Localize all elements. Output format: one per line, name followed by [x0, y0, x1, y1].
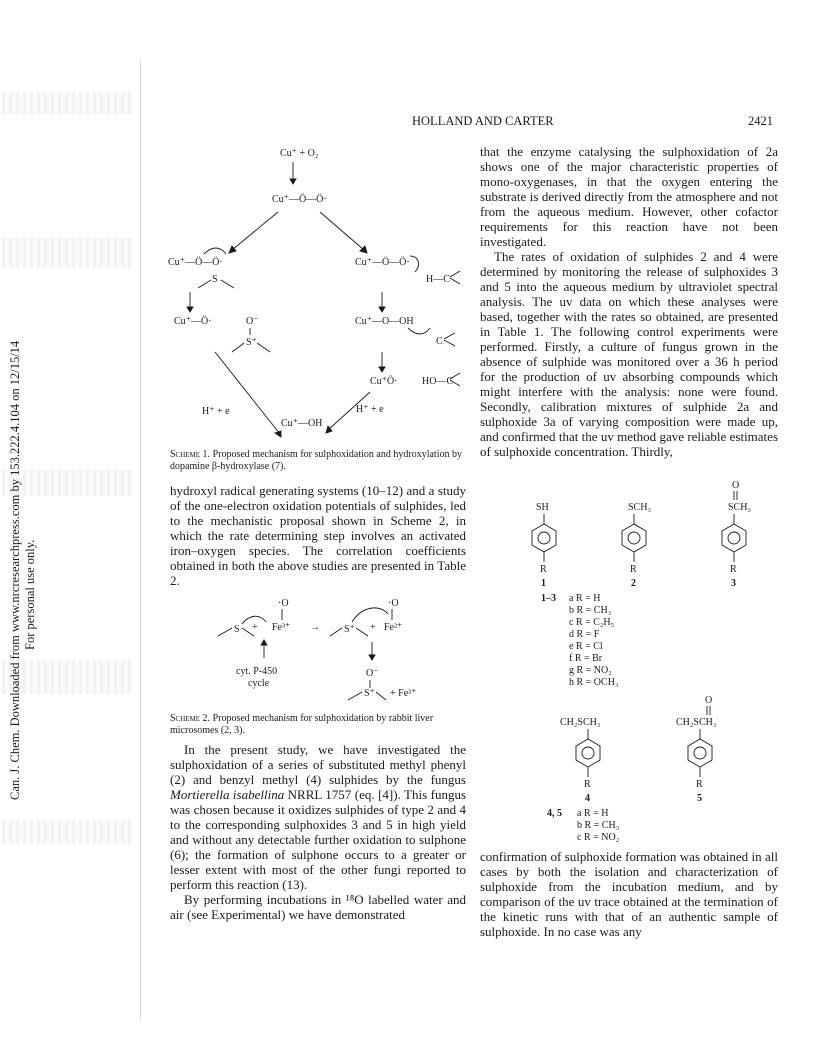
scheme1-bond [450, 278, 460, 284]
list1-item: a R = H [569, 593, 601, 604]
left-para3: By performing incubations in ¹⁸O labelled water and air (see Experimental) we have demonstrated [170, 892, 466, 922]
scheme2-bond [376, 692, 386, 700]
scheme1-caption-label: Scheme 1. [170, 449, 211, 460]
right-para1: that the enzyme catalysing the sulphoxidation of 2a shows one of the major characteristic properties of mono-oxygenases, in that the oxygen entering the substrate is derived directly from the atmosphere and not from the aqueous medium. However, other cofactor requirements for this reaction have not been investigated. [480, 144, 778, 249]
structure-4-substituent: CH₂SCH₃ [560, 717, 601, 728]
scheme2-arrowhead [369, 655, 375, 660]
scheme2-curved-arrow [352, 608, 388, 622]
scheme1-curved-arrow [410, 256, 419, 272]
list1-item: h R = OCH₃ [569, 677, 619, 688]
structure-5 [676, 695, 716, 803]
structure-5-r: R [696, 779, 703, 790]
structure-3-oxo: O [732, 480, 740, 491]
scheme2-bond [356, 628, 368, 636]
scheme1-arrowhead [379, 307, 385, 312]
list2-item: c R = NO₂ [577, 832, 620, 843]
list1-item: f R = Br [569, 653, 603, 664]
scheme1-arrowhead [275, 431, 281, 437]
scheme2-bond [218, 628, 232, 636]
aromatic-circle [538, 532, 550, 544]
margin-rule [140, 60, 141, 1020]
right-column-top [480, 144, 778, 459]
scheme1-bond [444, 333, 455, 339]
scheme2-fe2: Fe²⁺ [384, 622, 403, 633]
scheme1-left-top: Cu⁺—Ö—Ö· [168, 257, 223, 268]
structure-5-oxo: O [705, 695, 713, 706]
scheme2-s-plus2: S⁺ [364, 688, 375, 699]
running-title: HOLLAND AND CARTER [412, 114, 554, 128]
structure-1 [532, 502, 556, 589]
scheme1-cu-oo: Cu⁺—Ö—Ö· [272, 194, 327, 205]
scheme1-right-mid: Cu⁺—O—OH [355, 316, 414, 327]
download-note-line2: For personal use only. [23, 539, 37, 650]
scheme1-caption [170, 449, 466, 473]
structure-1-r: R [540, 564, 547, 575]
structure-2-number: 2 [631, 578, 636, 589]
list1-head: 1–3 [541, 593, 556, 604]
scheme1-arrowhead [187, 307, 193, 312]
right-para2: The rates of oxidation of sulphides 2 and 4 were determined by monitoring the release of sulphoxides 3 and 5 into the aqueous medium by ultraviolet spectral analysis. The uv data on which these analyses were based, together with the rates so obtained, are presented in Table 1. The following control experiments were performed. Firstly, a culture of fungus grown in the absence of sulphide was monitored over a 36 h period for the production of uv absorbing compounds which might interfere with the analysis: none were found. Secondly, calibration mixtures of sulphide 2a and sulphoxide 3a of varying composition were made up, and confirmed that the uv method gave reliable estimates of sulphoxide concentration. Thirdly, [480, 249, 778, 459]
scheme1-bond [450, 271, 460, 277]
benzene-ring [576, 739, 600, 767]
scheme2-s1: S [234, 624, 240, 635]
scheme1-right-top: Cu⁺—Ö—Ö· [355, 257, 410, 268]
structure-2-r: R [630, 564, 637, 575]
right-para3: confirmation of sulphoxide formation was obtained in all cases by both the isolation and characterization of sulphoxide from the incubation medium, and by comparison of the uv trace obtained at the termination of the kinetic runs with that of an authentic sample of sulphoxide. In no case was any [480, 849, 778, 939]
scheme1-right-h: H—C [426, 274, 450, 285]
scheme2-plus2: + [370, 622, 376, 633]
scheme2-diagram [212, 592, 462, 704]
scheme2-cyt2: cycle [248, 678, 270, 689]
scheme2-cyt1: cyt. P-450 [236, 666, 278, 677]
scheme1-cu-o2: Cu⁺ + O₂ [280, 148, 319, 159]
aromatic-circle [728, 532, 740, 544]
left-para1: hydroxyl radical generating systems (10–12) and a study of the one-electron oxidation potentials of sulphides, led to the mechanistic proposal shown in Scheme 2, in which the rate determining step involves an activated iron–oxygen species. The correlation coefficients obtained in both the above studies are presented in Table 2. [170, 483, 466, 588]
scheme2-caption [170, 713, 466, 737]
structure-1-substituent: SH [536, 502, 549, 513]
left-column-para2 [170, 742, 466, 922]
scheme2-arrow: → [310, 622, 320, 633]
scheme1-bond [221, 280, 234, 288]
scheme2-caption-text: Proposed mechanism for sulphoxidation by rabbit liver microsomes (2, 3). [170, 713, 434, 736]
structure-3-substituent: SCH₃ [728, 502, 751, 513]
scheme2-caption-label: Scheme 2. [170, 713, 211, 724]
scheme2-fe3b: + Fe³⁺ [390, 688, 417, 699]
scheme1-bond [232, 343, 244, 352]
scheme1-left-splus: S⁺ [246, 337, 257, 348]
structure-1-number: 1 [541, 578, 546, 589]
structure-4-r: R [584, 779, 591, 790]
benzene-ring [722, 524, 746, 552]
scheme1-bond [257, 343, 270, 352]
scheme1-arrow [215, 352, 280, 434]
scheme1-left-s: S [212, 274, 218, 285]
structure-2-substituent: SCH₃ [628, 502, 651, 513]
scheme2-fe3: Fe³⁺ [272, 622, 291, 633]
benzene-ring [688, 739, 712, 767]
scheme1-curved-arrow [204, 248, 226, 254]
list2-items [577, 808, 619, 844]
list1-item: c R = C₂H₅ [569, 617, 615, 628]
structure-2 [622, 502, 651, 589]
aromatic-circle [582, 747, 594, 759]
scheme2-bond [348, 692, 362, 700]
scheme1-curved-arrow [408, 328, 430, 334]
scheme1-arrowhead [379, 367, 385, 372]
scheme1-right-c: C [436, 336, 443, 347]
scheme2-s-plus: S⁺ [344, 624, 355, 635]
structure-4-number: 4 [585, 793, 590, 803]
benzene-ring [532, 524, 556, 552]
download-note-line1: Can. J. Chem. Downloaded from www.nrcresearchpress.com by 153.222.4.104 on 12/15/14 [8, 340, 22, 800]
scheme2-plus1: + [252, 622, 258, 633]
right-column-bottom [480, 849, 778, 939]
structure-4 [560, 717, 600, 803]
aromatic-circle [694, 747, 706, 759]
left-para2-b: NRRL 1757 (eq. [4]). This fungus was chosen because it oxidizes sulphides of type 2 and 4 to the corresponding sulphoxides 3 and 5 in high yield and without any detectable further oxidation to sulphone (6); the formation of sulphone occurs to a greater or lesser extent with most of the other fungi reported to perform this reaction (13). [170, 787, 467, 892]
scheme1-left-o: O⁻ [246, 316, 259, 327]
species-name: Mortierella isabellina [170, 787, 285, 802]
scheme2-o-minus: O⁻ [366, 668, 379, 679]
scheme1-hoc: HO—C [422, 376, 454, 387]
scheme2-o-rad1: ·O [278, 598, 289, 609]
scheme1-arrow [320, 212, 364, 250]
scheme1-left-mid: Cu⁺—Ö· [174, 316, 212, 327]
scheme1-arrow [232, 212, 278, 250]
scheme1-he-right: H⁺ + e [356, 404, 384, 415]
aromatic-circle [628, 532, 640, 544]
list1-item: b R = CH₃ [569, 605, 612, 616]
list1-item: d R = F [569, 629, 600, 640]
structures-1-3 [500, 480, 780, 592]
benzene-ring [622, 524, 646, 552]
left-column-para1 [170, 483, 466, 588]
left-para2-a: In the present study, we have investigated the sulphoxidation of a series of substituted methyl phenyl (2) and benzyl methyl (4) sulphides by the fungus [170, 742, 466, 787]
list1-items [569, 593, 618, 689]
scheme2-bond [330, 628, 342, 636]
scheme1-bond [444, 340, 455, 346]
scheme1-arrowhead [290, 179, 296, 184]
scan-artifact [2, 92, 132, 114]
scan-artifact [2, 820, 132, 844]
scheme1-bond [198, 280, 211, 288]
download-note [8, 200, 40, 800]
structure-3-number: 3 [731, 578, 736, 589]
list1-item: g R = NO₂ [569, 665, 612, 676]
structure-5-substituent: CH₂SCH₃ [676, 717, 717, 728]
list1-item: e R = Cl [569, 641, 603, 652]
scheme2-o-rad2: ·O [388, 598, 399, 609]
scheme1-cu-o-rad: Cu⁺Ö· [370, 376, 398, 387]
structure-5-number: 5 [697, 793, 702, 803]
structure-3-r: R [730, 564, 737, 575]
scheme2-arrowhead [261, 640, 267, 645]
scheme1-he-left: H⁺ + e [202, 406, 230, 417]
structures-4-5 [560, 695, 760, 803]
structure-3 [722, 480, 751, 589]
page-number: 2421 [748, 114, 773, 128]
left-para2 [170, 742, 466, 892]
list2-item: b R = CH₃ [577, 820, 620, 831]
list2-item: a R = H [577, 808, 609, 819]
scheme1-diagram [160, 142, 465, 442]
scheme1-caption-text: Proposed mechanism for sulphoxidation and hydroxylation by dopamine β-hydroxylase (7). [170, 449, 462, 472]
scheme1-cu-oh: Cu⁺—OH [281, 418, 323, 429]
list2-head: 4, 5 [547, 808, 562, 819]
